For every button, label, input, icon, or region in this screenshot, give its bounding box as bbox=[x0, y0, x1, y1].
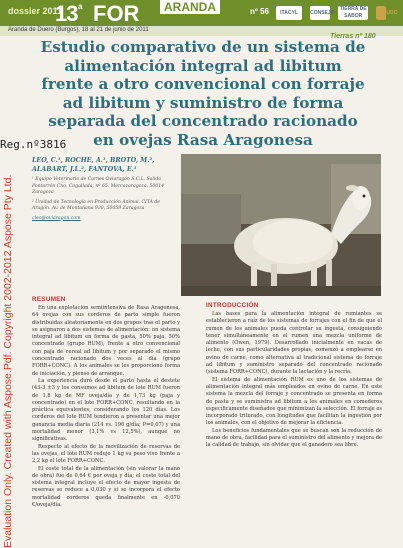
event-number: 13 bbox=[55, 1, 78, 26]
affiliation-2: ² Unidad de Tecnología en Producción Animal. CITA de Aragón. Av. de Montañana 930, 50059 Zaragoza bbox=[32, 199, 161, 211]
sponsor-logos bbox=[276, 6, 398, 25]
event-number-suffix: a bbox=[78, 2, 83, 11]
page-number: Tierras nº 180 bbox=[330, 33, 376, 40]
introduccion-paragraph: Las bases para la alimentación integral de rumiantes se establecieron a raíz de los sistemas de forrajes con el fin de que el rumen de los animales pueda controlar su ingesta, consiguiendo tener simultáneamente en el rumen una mezcla uniforme de alimento (Owen, 1979). Desarrollado inicialmente en vacas de leche, con sus particularidades propias, comenzó a emplearse en ovino de carne, como alternativa al tradicional sistema de forraje ad libitum y suministro separado del concentrado racionado (sistema FORR+CONC), durante la lactación y la recría. bbox=[206, 311, 382, 376]
resumen-paragraph: Respecto al efecto de la movilización de reservas de las ovejas, el lote RUM redujo 1 kg su peso vivo frente a 2,2 kg el lote FORR+CONC. bbox=[32, 443, 180, 465]
contact-email: cleo@oviaragon.com bbox=[32, 215, 81, 221]
evaluation-watermark: Evaluation Only. Created with Aspose.Pdf. Copyright 2002-2012 Aspose Pty Ltd. bbox=[2, 174, 14, 548]
resumen-paragraph: El coste total de la alimentación (sin valorar la mano de obra) fue de 0,64 € por oveja y día; el coste total del sistema integral incluye el efecto de mayor ingesta de reservas se reduce a 0,030 y si se incorpora el efecto mortalidad corderos queda finalmente en -0,070 €/oveja/día. bbox=[32, 465, 180, 509]
authors: LEO, C.¹, ROCHE, A.¹, BROTO, M.², ALABART, J.L.², FANTOVA, E.¹ bbox=[32, 157, 155, 173]
introduccion-body bbox=[206, 311, 382, 548]
introduccion-paragraph: Los beneficios fundamentales que se buscan son la reducción de mano de obra, facilidad para el suministro del alimento y mejora de la calidad de trabajo, sin olvidar que el ganadero sea libre. bbox=[206, 427, 382, 449]
introduccion-heading: INTRODUCCIÓN bbox=[206, 302, 259, 309]
resumen-paragraph: La experiencia duró desde el parto hasta el destete (43-3 ±3 y los consumos ad libitum de lote RUM fueron de 1,8 kg de MF oveja/día y de 1,73 kg (paja y concentrado) en el lote FORR+CONC, resultando en la práctica equivalentes, considerando los 120 días. Los corderos del lote RUM tendieron a presentar una mejor ganancia media diaria (214 vs. 196 g/día; P=0,07) y una mortalidad menor (3,1% vs 12,5%), aunque no significativas. bbox=[32, 377, 180, 443]
affiliations bbox=[32, 177, 172, 225]
aranda-label: ARANDA bbox=[160, 0, 220, 14]
sheep-illustration bbox=[181, 154, 381, 296]
sponsor-logo-icon: ITACYL bbox=[276, 6, 302, 20]
resumen-paragraph: En una explotación semiintensiva de Rasa Aragonesa, 64 ovejas con sus corderos de parto simple fueron distribuidas aleatoriamente en dos grupos tras el parto y se asignaron a dos sistemas de alimentación: un sistema integral ad libitum en forma de pasta, 50% paja, 50% concentrado (grupo RUM), frente a otro convencional con paja de cereal ad libitum y por separado el mismo concentrado racionado dos veces al día (grupo FORR+CONC). A los animales se les proporcionó forma de iniciación, y pienso de arranque. bbox=[32, 305, 180, 377]
sheep-photo bbox=[181, 154, 381, 296]
registration-number: Reg.nº3816 bbox=[0, 138, 67, 151]
sponsor-logo-icon: TIERRA DE SABOR bbox=[339, 6, 367, 19]
resumen-heading: RESUMEN bbox=[32, 296, 66, 303]
dossier-label: dossier 2011 bbox=[8, 6, 63, 16]
introduccion-paragraph: El sistema de alimentación RUM es uno de los sistemas de alimentación integral más empleados en ovino de carne. En este sistema la mezcla del forraje y concentrado se presenta en forma de pasta y se suministra ad libitum a los animales en comederos específicamente diseñados que minimizan la selección. El forraje es incorporado triturado, con longitudes que facilitan la ingestión por los animales, con el objetivo de mejorar la eficiencia. bbox=[206, 376, 382, 427]
article-title: Estudio comparativo de un sistema de alimentación integral ad libitum frente a otro convencional con forraje ad libitum y suministro de forma separada del concentrado racionado en ovejas Rasa Aragonesa bbox=[40, 38, 366, 149]
crest-icon: ESCUDO bbox=[376, 6, 386, 20]
for-label: FOR bbox=[93, 1, 140, 26]
resumen-body bbox=[32, 305, 180, 548]
event-location-date: Aranda de Duero (Burgos), 18 al 21 de junio de 2011 bbox=[8, 27, 149, 33]
page-reference: nº 56 bbox=[250, 7, 269, 16]
affiliation-1: ¹ Equipo Veterinario de Carnes Oviaragón S.C.L. Salida Pontarrón Cno. Cogullada, nº 65. Mercazaragoza, 50014 Zaragoza bbox=[32, 177, 165, 195]
journal-header bbox=[0, 0, 403, 26]
sponsor-logo-icon: CONSEJO bbox=[310, 6, 330, 20]
